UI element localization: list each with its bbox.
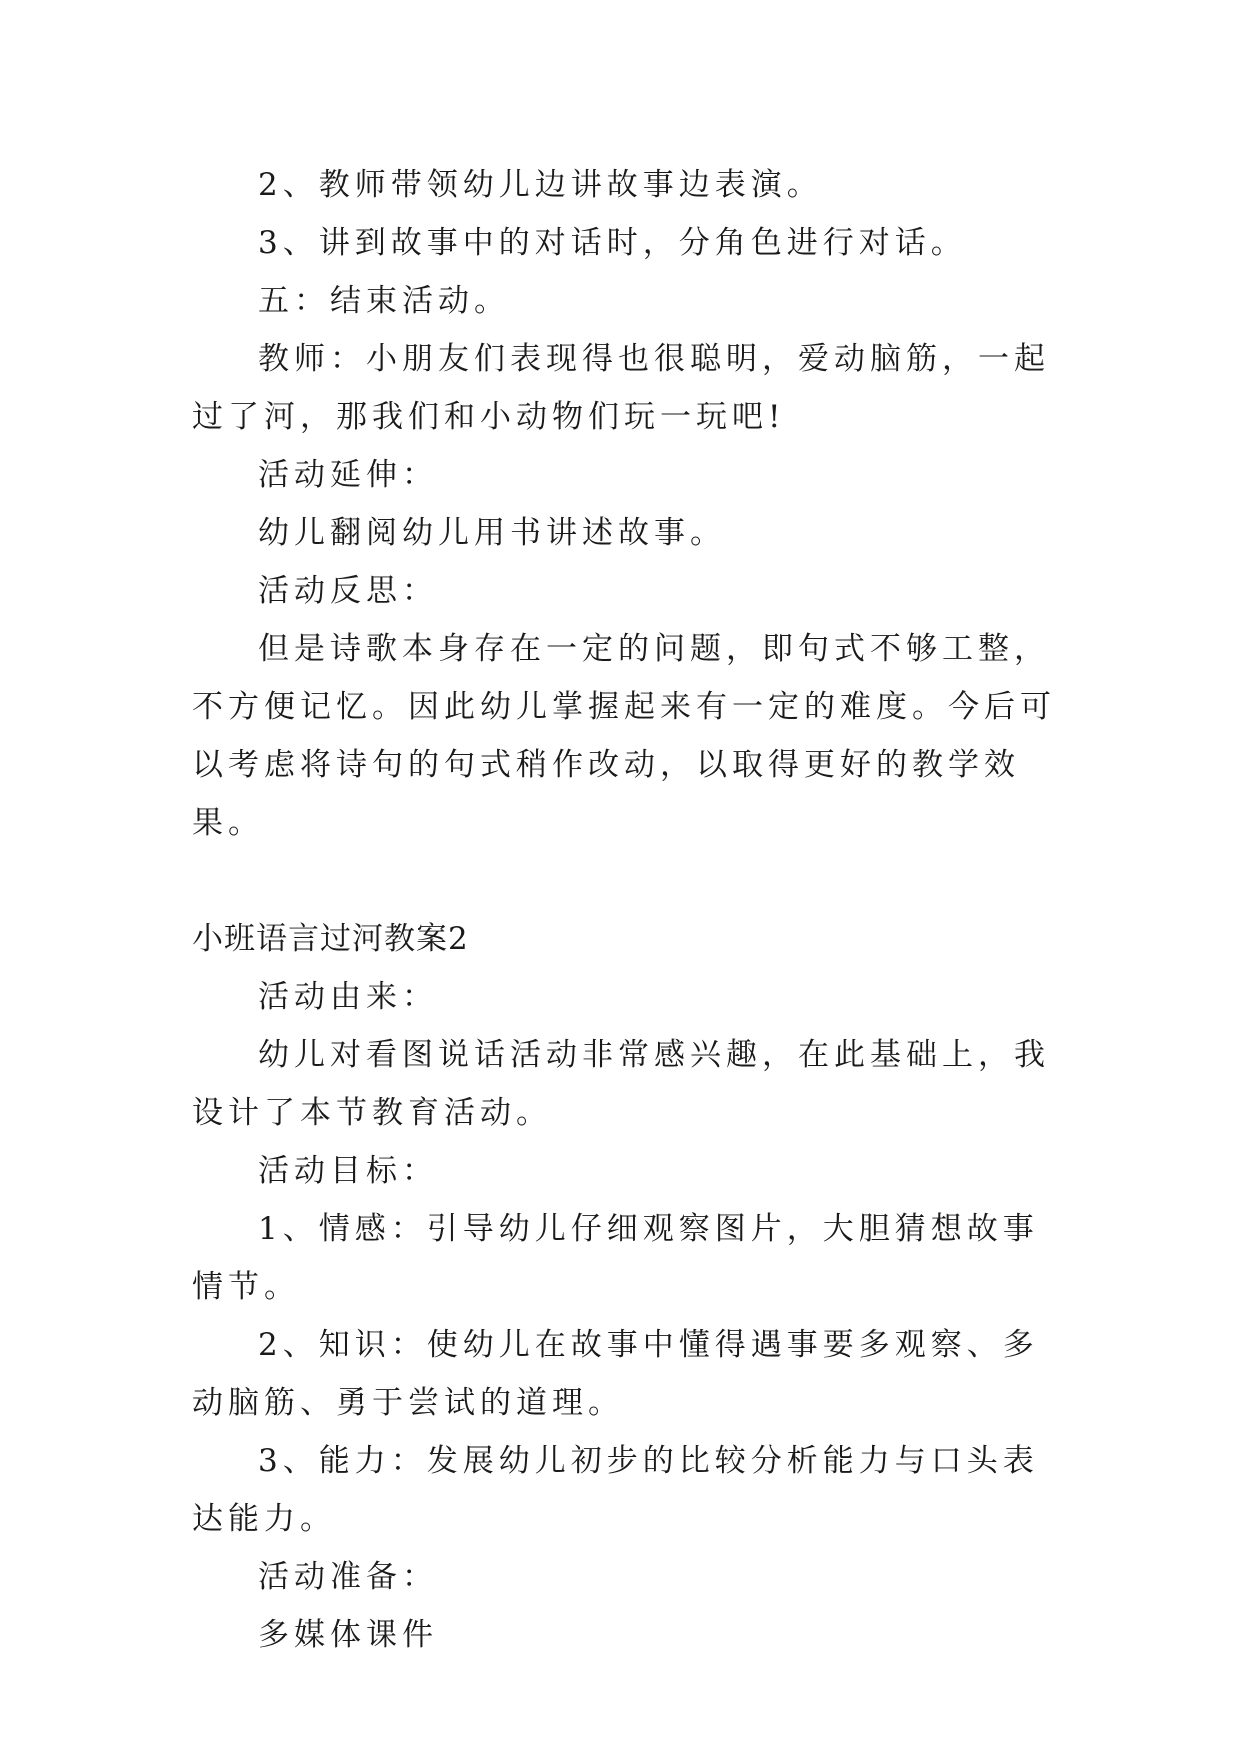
paragraph: 幼儿对看图说话活动非常感兴趣，在此基础上，我设计了本节教育活动。 [192,1037,1050,1131]
paragraph: 幼儿翻阅幼儿用书讲述故事。 [258,515,726,551]
paragraph: 1、情感：引导幼儿仔细观察图片，大胆猜想故事情节。 [192,1211,1039,1305]
paragraph: 2、教师带领幼儿边讲故事边表演。 [258,167,823,203]
paragraph: 3、能力：发展幼儿初步的比较分析能力与口头表达能力。 [192,1443,1039,1537]
paragraph: 五：结束活动。 [258,283,510,319]
paragraph: 多媒体课件 [258,1617,438,1653]
paragraph: 2、知识：使幼儿在故事中懂得遇事要多观察、多动脑筋、勇于尝试的道理。 [192,1327,1039,1421]
paragraph: 教师：小朋友们表现得也很聪明，爱动脑筋，一起过了河，那我们和小动物们玩一玩吧! [192,341,1050,435]
paragraph: 活动延伸： [258,457,438,493]
paragraph: 3、讲到故事中的对话时，分角色进行对话。 [258,225,967,261]
paragraph: 活动反思： [258,573,438,609]
paragraph: 活动准备： [258,1559,438,1595]
paragraph: 活动由来： [258,979,438,1015]
section-heading: 小班语言过河教案2 [192,921,469,957]
document-body [192,156,1062,1664]
paragraph: 活动目标： [258,1153,438,1189]
paragraph: 但是诗歌本身存在一定的问题，即句式不够工整，不方便记忆。因此幼儿掌握起来有一定的难度。今后可以考虑将诗句的句式稍作改动，以取得更好的教学效果。 [192,631,1056,841]
